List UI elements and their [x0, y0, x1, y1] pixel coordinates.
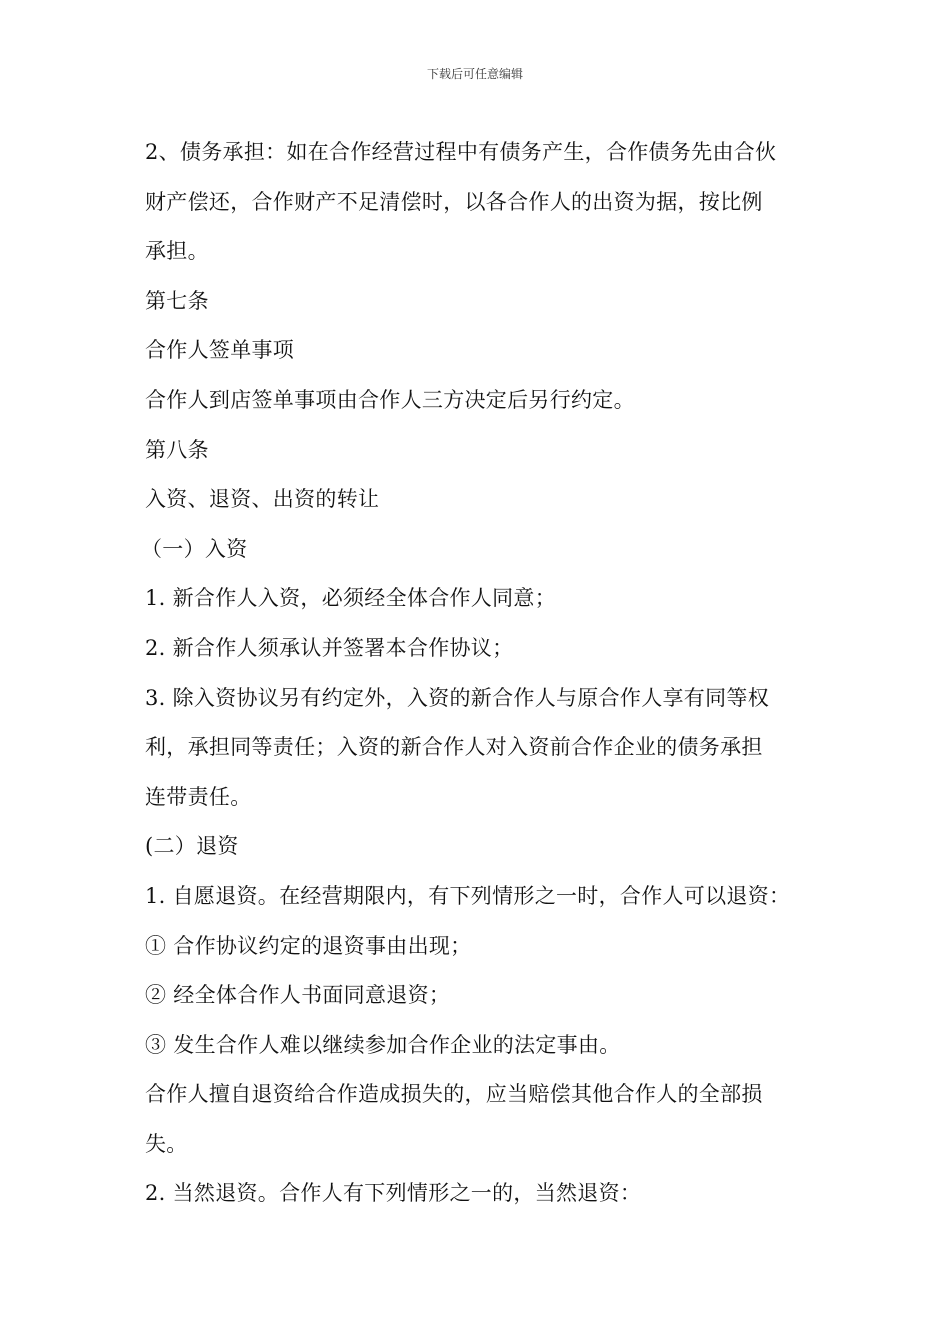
list-item: ① 合作协议约定的退资事由出现；: [145, 933, 472, 958]
text-line: 连带责任。: [145, 784, 252, 809]
list-item: ② 经全体合作人书面同意退资；: [145, 983, 451, 1008]
text-line: 利，承担同等责任；入资的新合作人对入资前合作企业的债务承担: [145, 735, 763, 760]
page-header: 下载后可任意编辑: [426, 67, 523, 81]
text-line: 合作人擅自退资给合作造成损失的，应当赔偿其他合作人的全部损: [145, 1082, 763, 1107]
list-item: 2. 新合作人须承认并签署本合作协议；: [145, 635, 514, 660]
text-line: 财产偿还，合作财产不足清偿时，以各合作人的出资为据，按比例: [145, 189, 763, 214]
section-title: 入资、退资、出资的转让: [145, 487, 380, 512]
text-line: 2、债务承担：如在合作经营过程中有债务产生，合作债务先由合伙: [145, 140, 777, 164]
list-item: 1. 自愿退资。在经营期限内，有下列情形之一时，合作人可以退资：: [145, 883, 791, 908]
article-heading: 第七条: [145, 288, 209, 313]
text-line: 合作人到店签单事项由合作人三方决定后另行约定。: [145, 387, 635, 412]
document-body: [141, 128, 810, 1219]
list-item: 2. 当然退资。合作人有下列情形之一的，当然退资：: [145, 1181, 642, 1206]
article-heading: 第八条: [145, 437, 209, 462]
text-line: 失。: [145, 1131, 188, 1156]
subsection-title: (二）退资: [145, 834, 239, 859]
list-item: ③ 发生合作人难以继续参加合作企业的法定事由。: [145, 1032, 621, 1057]
section-title: 合作人签单事项: [145, 338, 295, 363]
text-line: 承担。: [145, 239, 209, 264]
subsection-title: （一）入资: [141, 536, 248, 561]
list-item: 1. 新合作人入资，必须经全体合作人同意；: [145, 586, 557, 611]
list-item: 3. 除入资协议另有约定外，入资的新合作人与原合作人享有同等权: [145, 685, 770, 710]
